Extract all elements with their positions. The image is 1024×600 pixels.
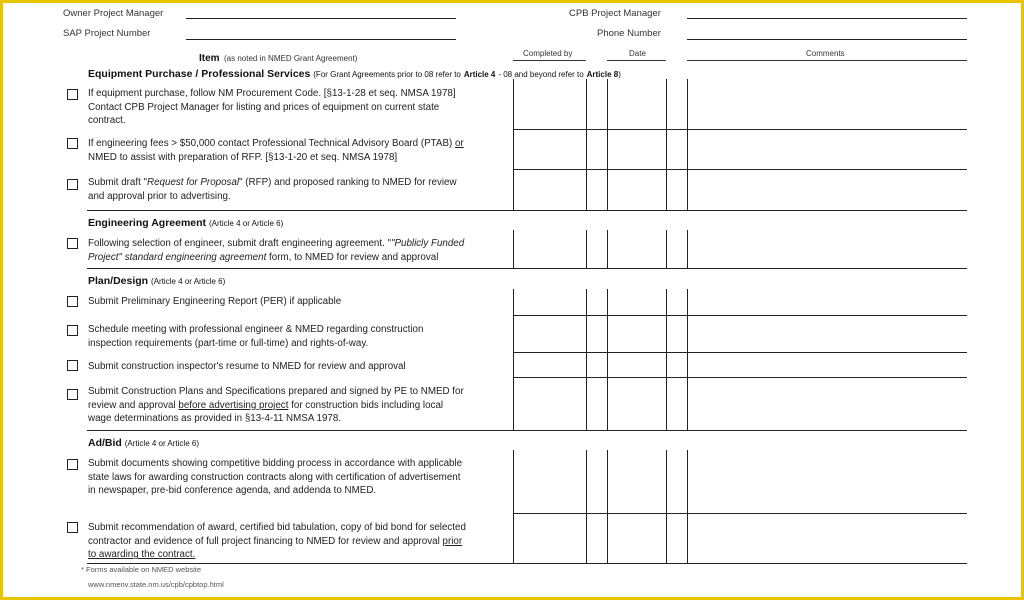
item-5-line-1: Submit Preliminary Engineering Report (PER) if applicable	[88, 296, 342, 307]
item-10-line-2a: contractor and evidence of full project financing to NMED for review and approval	[88, 535, 440, 547]
section-note-article8: Article 8	[586, 70, 619, 79]
date-header: Date	[629, 49, 646, 58]
footer-url[interactable]: www.nmenv.state.nm.us/cpb/cpbtop.html	[88, 580, 224, 589]
completed-by-header: Completed by	[523, 49, 573, 58]
item-6-checkbox[interactable]	[67, 325, 78, 336]
section-note-mid: - 08 and beyond refer to	[498, 70, 584, 79]
item-2-checkbox[interactable]	[67, 138, 78, 149]
item-10-checkbox[interactable]	[67, 522, 78, 533]
phone-label: Phone Number	[597, 28, 661, 39]
item-3-line-2: and approval prior to advertising.	[88, 190, 231, 202]
section-adbid-title	[88, 437, 199, 449]
item-1-text	[88, 87, 513, 128]
item-label: Item	[199, 53, 220, 64]
item-9-checkbox[interactable]	[67, 459, 78, 470]
item-9-line-2: state laws for awarding construction contracts along with certification of advertisement	[88, 471, 461, 483]
section-note-article4: Article 4	[463, 70, 496, 79]
item-8-checkbox[interactable]	[67, 389, 78, 400]
item-10-prior: prior	[442, 535, 463, 547]
item-2-line-2: NMED to assist with preparation of RFP. [§13-1-20 et seq. NMSA 1978]	[88, 151, 398, 163]
item-10-line-1: Submit recommendation of award, certified bid tabulation, copy of bid bond for selected	[88, 522, 466, 533]
item-2-text	[88, 137, 513, 164]
item-5-checkbox[interactable]	[67, 296, 78, 307]
item-8-line-2a: review and approval	[88, 399, 179, 411]
item-note: (as noted in NMED Grant Agreement)	[224, 54, 358, 63]
section-title-text: Equipment Purchase / Professional Services	[88, 68, 311, 80]
item-4-line-2b: form, to NMED for review and approval	[266, 251, 439, 263]
owner-pm-field[interactable]	[186, 18, 456, 19]
item-3-line-1a: Submit draft "	[88, 177, 148, 188]
item-10-text	[88, 521, 513, 562]
item-6-text	[88, 323, 513, 350]
item-1-line-3: contract.	[88, 115, 126, 127]
item-5-text	[88, 295, 513, 309]
item-4-text	[88, 237, 513, 264]
section-note: (For Grant Agreements prior to 08 refer to	[313, 70, 461, 79]
item-9-line-3: in newspaper, pre-bid conference agenda, and addenda to NMED.	[88, 485, 377, 497]
section-note: (Article 4 or Article 6)	[124, 439, 199, 448]
item-4-checkbox[interactable]	[67, 238, 78, 249]
item-7-line-1: Submit construction inspector's resume to NMED for review and approval	[88, 361, 406, 372]
item-1-line-2: Contact CPB Project Manager for listing and prices of equipment on current state	[88, 101, 440, 113]
item-10-line-3: to awarding the contract.	[88, 549, 196, 561]
item-3-checkbox[interactable]	[67, 179, 78, 190]
item-9-text	[88, 457, 513, 498]
comments-header: Comments	[806, 49, 845, 58]
cpb-pm-label: CPB Project Manager	[569, 8, 661, 19]
comments-underline	[687, 60, 967, 61]
item-2-or: or	[454, 138, 464, 149]
section-title-text: Ad/Bid	[88, 437, 122, 449]
item-3-rfp-italic: Request for Proposal	[147, 177, 240, 188]
item-column-header	[199, 48, 357, 66]
item-7-text	[88, 360, 513, 374]
cpb-pm-field[interactable]	[687, 18, 967, 19]
date-underline	[607, 60, 666, 61]
owner-pm-label: Owner Project Manager	[63, 8, 164, 19]
section-note-end: )	[618, 70, 621, 79]
section-plan-title	[88, 275, 225, 287]
item-6-line-2: inspection requirements (part-time or full-time) and rights-of-way.	[88, 337, 369, 349]
item-7-checkbox[interactable]	[67, 360, 78, 371]
item-6-line-1: Schedule meeting with professional engineer & NMED regarding construction	[88, 324, 424, 335]
item-4-line-2a: Project" standard engineering agreement	[88, 251, 267, 263]
completed-by-underline	[513, 60, 586, 61]
section-note: (Article 4 or Article 6)	[151, 277, 226, 286]
item-3-line-1c: " (RFP) and proposed ranking to NMED for review	[239, 177, 457, 188]
item-1-line-1: If equipment purchase, follow NM Procurement Code. [§13-1-28 et seq. NMSA 1978]	[88, 88, 456, 99]
item-9-line-1: Submit documents showing competitive bidding process in accordance with applicable	[88, 458, 463, 469]
item-8-line-3: wage determinations as provided in §13-4-11 NMSA 1978.	[88, 413, 342, 425]
phone-field[interactable]	[687, 39, 967, 40]
item-3-text	[88, 176, 513, 203]
item-4-line-1a: Following selection of engineer, submit draft engineering agreement. "	[88, 238, 392, 249]
section-note: (Article 4 or Article 6)	[208, 219, 284, 228]
item-8-line-1: Submit Construction Plans and Specifications prepared and signed by PE to NMED for	[88, 386, 464, 397]
section-engineering-title	[88, 217, 283, 229]
item-8-before-advertising: before advertising project	[178, 399, 289, 411]
sap-label: SAP Project Number	[63, 28, 151, 39]
item-8-text	[88, 385, 513, 426]
section-title-text: Plan/Design	[88, 275, 149, 287]
item-2-line-1: If engineering fees > $50,000 contact Professional Technical Advisory Board (PTAB)	[88, 138, 453, 149]
section-equipment-title	[88, 68, 621, 80]
sap-field[interactable]	[186, 39, 456, 40]
item-1-checkbox[interactable]	[67, 89, 78, 100]
section-title-text: Engineering Agreement	[88, 217, 207, 229]
item-8-line-2c: for construction bids including local	[288, 399, 444, 411]
footer-note: * Forms available on NMED website	[81, 565, 202, 574]
item-4-line-1b: "Publicly Funded	[391, 238, 465, 249]
